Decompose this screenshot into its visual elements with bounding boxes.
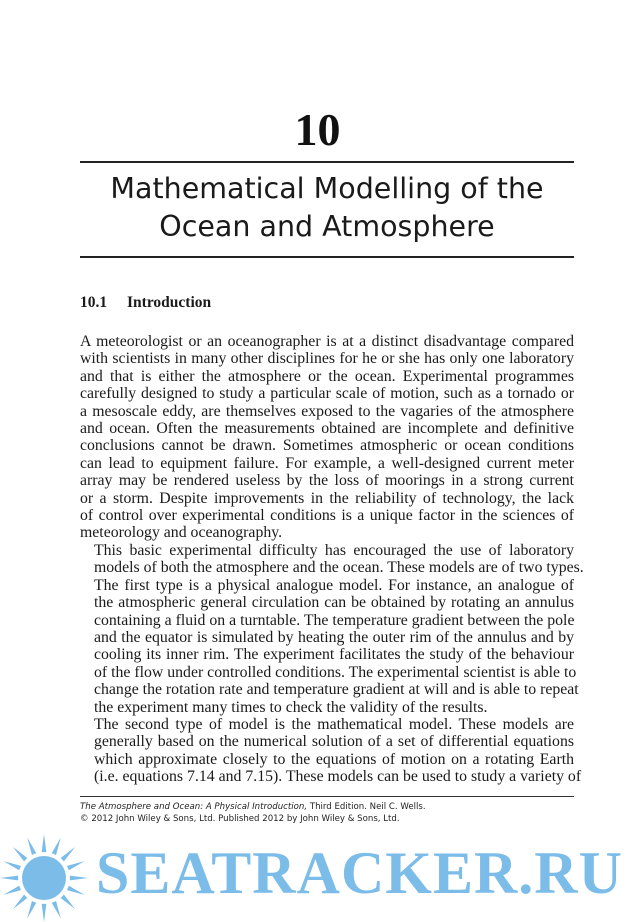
text-line: (i.e. equations 7.14 and 7.15). These models can be used to study a variety of xyxy=(94,768,582,786)
title-rule-bottom xyxy=(80,256,574,258)
text-line: and that is either the atmosphere or the ocean. Experimental programmes xyxy=(80,367,574,385)
text-line: the atmospheric general circulation can be obtained by rotating an annulus xyxy=(94,594,574,612)
section-number: 10.1 xyxy=(80,294,108,311)
sun-ray xyxy=(61,847,75,861)
text-line: meteorology and oceanography. xyxy=(80,524,283,542)
watermark-text: SEATRACKER.RU xyxy=(96,840,623,906)
sun-ray xyxy=(27,901,36,919)
text-line: The first type is a physical analogue model. For instance, an analogue of xyxy=(94,576,574,594)
footer-citation xyxy=(80,801,574,813)
text-line: or a storm. Despite improvements in the reliability of technology, the lack xyxy=(80,489,574,507)
chapter-number: 10 xyxy=(294,104,341,155)
section-title: Introduction xyxy=(127,294,212,311)
footer-edition-author: Third Edition. Neil C. Wells. xyxy=(307,802,426,812)
text-line: The second type of model is the mathematical model. These models are xyxy=(94,715,574,733)
sun-ray xyxy=(3,886,21,895)
text-line: models of both the atmosphere and the ocean. These models are of two types. xyxy=(94,559,584,577)
footer xyxy=(80,801,574,825)
paragraph xyxy=(80,541,584,716)
text-line: can lead to equipment failure. For example, a well-designed current meter xyxy=(80,454,574,472)
sun-ray xyxy=(0,876,18,881)
text-line: which approximate closely to the equations of motion on a rotating Earth xyxy=(94,750,574,768)
text-line: of control over experimental conditions is a unique factor in the sciences of xyxy=(80,507,574,525)
text-line: the experiment many times to check the validity of the results. xyxy=(94,698,488,716)
text-line: array may be rendered useless by the loss of moorings in a strong current xyxy=(80,472,574,490)
sun-ray xyxy=(67,886,85,895)
sun-ray xyxy=(42,904,47,922)
section-heading xyxy=(80,294,211,312)
text-line: a mesoscale eddy, are themselves exposed to the vagaries of the atmosphere xyxy=(80,402,574,420)
sun-ray xyxy=(67,861,85,870)
text-line: of the flow under controlled conditions. The experimental scientist is able to xyxy=(94,663,577,681)
chapter-title-line-2: Ocean and Atmosphere xyxy=(159,210,495,243)
sun-icon xyxy=(0,834,88,922)
text-line: with scientists in many other disciplines for he or she has only one laboratory xyxy=(80,350,574,368)
sun-ray xyxy=(52,901,61,919)
footer-copyright: © 2012 John Wiley & Sons, Ltd. Published 2012 by John Wiley & Sons, Ltd. xyxy=(80,814,400,824)
sun-ray xyxy=(13,895,27,909)
sun-ray xyxy=(42,834,47,852)
text-line: change the rotation rate and temperature gradient at will and is able to repeat xyxy=(94,681,579,699)
text-line: This basic experimental difficulty has encouraged the use of laboratory xyxy=(94,541,574,559)
text-line: A meteorologist or an oceanographer is at a distinct disadvantage compared xyxy=(80,333,574,350)
sun-ray xyxy=(3,861,21,870)
sun-ray xyxy=(27,837,36,855)
text-line: carefully designed to study a particular scale of motion, such as a tornado or xyxy=(80,385,574,403)
text-line: generally based on the numerical solution of a set of differential equations xyxy=(94,733,574,751)
footer-book-title: The Atmosphere and Ocean: A Physical Introduction, xyxy=(80,802,308,812)
text-line: and ocean. Often the measurements obtained are incomplete and definitive xyxy=(80,420,574,438)
text-line: containing a fluid on a turntable. The temperature gradient between the pole xyxy=(94,611,575,629)
chapter-title xyxy=(80,170,574,246)
paragraph xyxy=(80,333,574,542)
sun-ray xyxy=(52,837,61,855)
title-rule-top xyxy=(80,161,574,163)
chapter-title-line-1: Mathematical Modelling of the xyxy=(110,172,544,205)
body-text xyxy=(80,333,584,786)
paragraph xyxy=(80,715,582,786)
sun-ray xyxy=(61,895,75,909)
text-line: cooling its inner rim. The experiment facilitates the study of the behaviour xyxy=(94,646,574,664)
sun-ray xyxy=(13,847,27,861)
text-line: conclusions cannot be drawn. Sometimes atmospheric or ocean conditions xyxy=(80,437,574,455)
footer-rule xyxy=(80,796,574,797)
sun-ray xyxy=(70,876,88,881)
text-line: and the equator is simulated by heating the outer rim of the annulus and by xyxy=(94,628,574,646)
